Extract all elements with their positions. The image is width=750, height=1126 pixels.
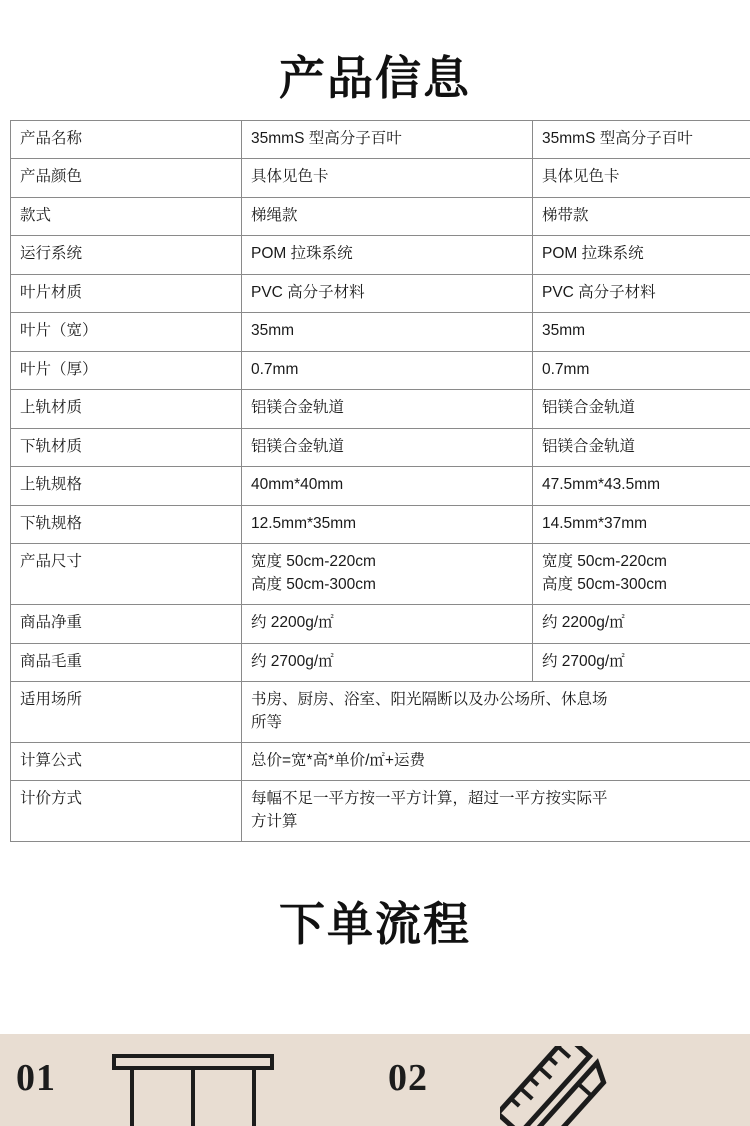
row-value-b bbox=[533, 274, 750, 312]
cell-line: 铝镁合金轨道 bbox=[542, 399, 636, 417]
table-row bbox=[11, 390, 750, 428]
cell-line: 宽度 50cm-220cm bbox=[542, 553, 667, 571]
row-label: 下轨规格 bbox=[11, 505, 242, 543]
table-row bbox=[11, 159, 750, 197]
order-flow-band bbox=[0, 1034, 750, 1126]
row-value-a bbox=[242, 605, 533, 643]
row-label: 计算公式 bbox=[11, 742, 242, 780]
cell-line: PVC 高分子材料 bbox=[542, 283, 656, 301]
page-title-products: 产品信息 bbox=[279, 53, 471, 104]
cell-line: 具体见色卡 bbox=[542, 168, 620, 186]
row-value-a bbox=[242, 467, 533, 505]
row-label: 叶片（厚） bbox=[11, 351, 242, 389]
cell-line: 高度 50cm-300cm bbox=[251, 575, 376, 593]
cell-line: 梯绳款 bbox=[251, 206, 298, 224]
table-row bbox=[11, 428, 750, 466]
table-row bbox=[11, 505, 750, 543]
cell-line: 铝镁合金轨道 bbox=[251, 437, 345, 455]
row-value-a bbox=[242, 159, 533, 197]
table-row bbox=[11, 781, 750, 842]
table-row bbox=[11, 742, 750, 780]
blind-headrail bbox=[112, 1054, 274, 1070]
row-value-b bbox=[533, 313, 750, 351]
cell-line: 12.5mm*35mm bbox=[251, 514, 357, 532]
row-value-b bbox=[533, 544, 750, 605]
cell-line: 宽度 50cm-220cm bbox=[251, 553, 376, 571]
table-row bbox=[11, 682, 750, 743]
cell-line: 0.7mm bbox=[542, 360, 590, 378]
row-label: 计价方式 bbox=[11, 781, 242, 842]
row-label: 产品颜色 bbox=[11, 159, 242, 197]
cell-line: 14.5mm*37mm bbox=[542, 514, 648, 532]
cell-line: 方计算 bbox=[251, 812, 298, 830]
row-label: 产品尺寸 bbox=[11, 544, 242, 605]
row-value-a bbox=[242, 274, 533, 312]
table-row bbox=[11, 467, 750, 505]
row-label: 适用场所 bbox=[11, 682, 242, 743]
cell-line: 40mm*40mm bbox=[251, 476, 344, 494]
row-value-b bbox=[533, 121, 750, 159]
cell-line: 0.7mm bbox=[251, 360, 299, 378]
row-value-a bbox=[242, 313, 533, 351]
row-label: 下轨材质 bbox=[11, 428, 242, 466]
row-value-span bbox=[242, 682, 750, 743]
cell-line: 总价=宽*高*单价/㎡+运费 bbox=[251, 751, 425, 769]
cell-line: 书房、厨房、浴室、阳光隔断以及办公场所、休息场 bbox=[251, 691, 608, 709]
row-value-a bbox=[242, 351, 533, 389]
cell-line: 35mmS 型高分子百叶 bbox=[542, 130, 693, 147]
row-value-a bbox=[242, 121, 533, 159]
cell-line: 具体见色卡 bbox=[251, 168, 329, 186]
cell-line: PVC 高分子材料 bbox=[251, 283, 365, 301]
row-value-span bbox=[242, 742, 750, 780]
row-value-b bbox=[533, 236, 750, 274]
table-row bbox=[11, 121, 750, 159]
cell-line: POM 拉珠系统 bbox=[542, 245, 644, 263]
row-label: 叶片材质 bbox=[11, 274, 242, 312]
cell-line: 约 2200g/㎡ bbox=[251, 614, 334, 632]
product-spec-table bbox=[10, 120, 750, 842]
table-row bbox=[11, 605, 750, 643]
row-value-b bbox=[533, 467, 750, 505]
cell-line: 约 2200g/㎡ bbox=[542, 614, 625, 632]
row-label: 上轨规格 bbox=[11, 467, 242, 505]
row-value-a bbox=[242, 505, 533, 543]
row-label: 商品净重 bbox=[11, 605, 242, 643]
spec-table-body bbox=[11, 121, 750, 842]
cell-line: 所等 bbox=[251, 713, 283, 731]
cell-line: 35mm bbox=[251, 322, 295, 340]
table-row bbox=[11, 313, 750, 351]
cell-line: 35mmS 型高分子百叶 bbox=[251, 130, 402, 147]
table-row bbox=[11, 351, 750, 389]
row-value-b bbox=[533, 197, 750, 235]
row-value-span bbox=[242, 781, 750, 842]
row-value-a bbox=[242, 643, 533, 681]
table-row bbox=[11, 236, 750, 274]
cell-line: 约 2700g/㎡ bbox=[542, 652, 625, 670]
row-label: 款式 bbox=[11, 197, 242, 235]
table-row bbox=[11, 197, 750, 235]
page-title-order-flow: 下单流程 bbox=[279, 899, 471, 951]
cell-line: 35mm bbox=[542, 322, 586, 340]
row-value-a bbox=[242, 236, 533, 274]
row-value-b bbox=[533, 159, 750, 197]
cell-line: 47.5mm*43.5mm bbox=[542, 476, 661, 494]
table-row bbox=[11, 274, 750, 312]
cell-line: 铝镁合金轨道 bbox=[251, 399, 345, 417]
row-label: 叶片（宽） bbox=[11, 313, 242, 351]
window-blind-icon bbox=[112, 1054, 274, 1126]
row-value-a bbox=[242, 544, 533, 605]
table-row bbox=[11, 643, 750, 681]
ruler-pencil-svg bbox=[500, 1046, 620, 1126]
step-number-02: 02 bbox=[388, 1057, 428, 1099]
row-value-b bbox=[533, 428, 750, 466]
spec-table-container bbox=[0, 120, 750, 842]
row-label: 产品名称 bbox=[11, 121, 242, 159]
row-value-a bbox=[242, 390, 533, 428]
cell-line: 高度 50cm-300cm bbox=[542, 575, 667, 593]
ruler-pencil-icon bbox=[500, 1046, 620, 1126]
row-value-b bbox=[533, 605, 750, 643]
row-value-b bbox=[533, 351, 750, 389]
blind-divider bbox=[191, 1070, 195, 1126]
row-value-b bbox=[533, 390, 750, 428]
row-label: 商品毛重 bbox=[11, 643, 242, 681]
cell-line: 约 2700g/㎡ bbox=[251, 652, 334, 670]
cell-line: POM 拉珠系统 bbox=[251, 245, 353, 263]
row-label: 运行系统 bbox=[11, 236, 242, 274]
row-value-b bbox=[533, 643, 750, 681]
cell-line: 梯带款 bbox=[542, 206, 589, 224]
table-row bbox=[11, 544, 750, 605]
cell-line: 铝镁合金轨道 bbox=[542, 437, 636, 455]
step-number-01: 01 bbox=[16, 1057, 56, 1099]
row-label: 上轨材质 bbox=[11, 390, 242, 428]
row-value-a bbox=[242, 197, 533, 235]
row-value-b bbox=[533, 505, 750, 543]
cell-line: 每幅不足一平方按一平方计算，超过一平方按实际平 bbox=[251, 790, 608, 808]
row-value-a bbox=[242, 428, 533, 466]
